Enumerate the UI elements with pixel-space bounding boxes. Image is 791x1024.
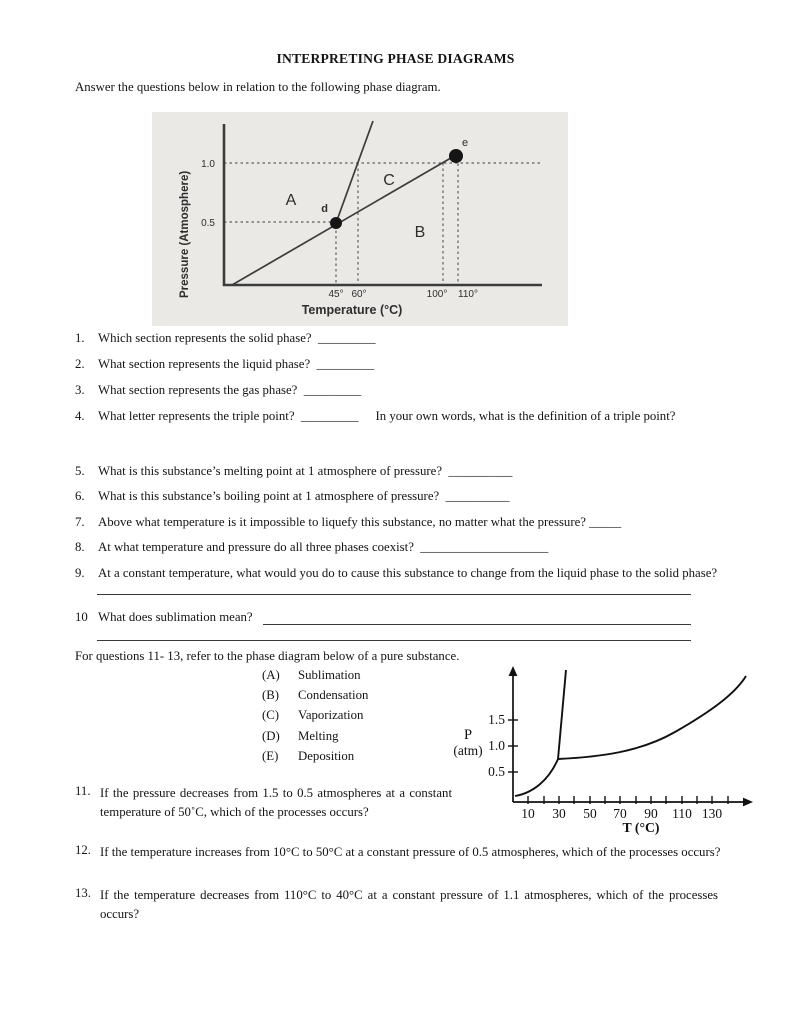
option-label: Deposition [298, 749, 355, 763]
answer-line [263, 610, 691, 625]
xtick-45: 45° [328, 289, 344, 300]
question-11 [75, 784, 452, 822]
answer-line [97, 594, 691, 595]
question-4 [75, 409, 675, 424]
point-e-label: e [461, 137, 469, 149]
question-text: What letter represents the triple point? _________ [98, 409, 359, 423]
question-13 [75, 886, 718, 924]
xtick-10: 10 [521, 806, 535, 821]
option-letter: (C) [262, 708, 280, 722]
question-6 [75, 489, 510, 504]
question-number: 7. [75, 515, 85, 529]
question-number: 3. [75, 383, 85, 397]
question-10 [75, 610, 691, 625]
intro-text: Answer the questions below in relation to the following phase diagram. [75, 80, 441, 94]
question-number: 10 [75, 610, 88, 624]
p-axis-label: P [463, 727, 473, 743]
question-9 [75, 566, 717, 581]
phase-diagram-2-svg [445, 662, 760, 837]
question-5 [75, 464, 512, 479]
point-d-label: d [321, 203, 328, 215]
question-number: 8. [75, 540, 85, 554]
question-number: 2. [75, 357, 85, 371]
question-text: Which section represents the solid phase? _________ [98, 331, 376, 345]
question-number: 11. [75, 784, 91, 798]
answer-line [97, 640, 691, 641]
phase-diagram-1 [152, 112, 568, 326]
question-text: At what temperature and pressure do all three phases coexist? ____________________ [98, 540, 549, 554]
ytick-1.5: 1.5 [488, 712, 505, 727]
y-axis-title: Pressure (Atmosphere) [179, 170, 191, 298]
page-title: INTERPRETING PHASE DIAGRAMS [276, 51, 515, 66]
option-e [262, 749, 354, 764]
question-text: What does sublimation mean? [98, 610, 256, 624]
xtick-100: 100° [426, 289, 448, 300]
x-axis-title: T (°C) [622, 820, 660, 835]
fusion-curve [558, 670, 566, 759]
xtick-60: 60° [351, 289, 367, 300]
vaporization-sublimation-line [232, 155, 456, 285]
option-b [262, 688, 368, 703]
vaporization-curve [558, 676, 746, 759]
phase-diagram-1-svg [152, 112, 568, 326]
option-label: Vaporization [298, 708, 364, 722]
sublimation-curve [515, 759, 558, 796]
ytick-0.5: 0.5 [201, 218, 215, 229]
question-text-extra: In your own words, what is the definition of a triple point? [375, 409, 676, 423]
question-text: If the temperature increases from 10°C to 50°C at a constant pressure of 0.5 atmospheres, which of the processes occurs? [100, 845, 721, 859]
question-number: 13. [75, 886, 91, 900]
question-3 [75, 383, 361, 398]
ytick-1.0: 1.0 [488, 738, 505, 753]
option-label: Sublimation [298, 668, 361, 682]
question-2 [75, 357, 374, 372]
region-b-label: B [414, 224, 426, 241]
option-label: Condensation [298, 688, 369, 702]
fusion-line [336, 121, 373, 223]
question-number: 1. [75, 331, 85, 345]
xtick-110: 110 [672, 806, 692, 821]
question-8 [75, 540, 548, 555]
x-axis-title: Temperature (°C) [301, 303, 403, 317]
question-text: What section represents the gas phase? _________ [98, 383, 362, 397]
option-d [262, 729, 339, 744]
xtick-110: 110° [458, 289, 478, 300]
option-letter: (B) [262, 688, 280, 702]
ytick-0.5: 0.5 [488, 764, 505, 779]
xtick-30: 30 [552, 806, 566, 821]
ytick-1.0: 1.0 [201, 159, 215, 170]
dashed-guides [224, 158, 540, 284]
phase-diagram-2 [445, 662, 760, 837]
region-a-label: A [285, 192, 297, 209]
xtick-130: 130 [701, 806, 723, 821]
axes [509, 666, 753, 806]
option-letter: (E) [262, 749, 279, 763]
question-12 [75, 843, 720, 862]
xtick-70: 70 [613, 806, 627, 821]
option-letter: (A) [262, 668, 280, 682]
question-1 [75, 331, 376, 346]
point-e-dot [449, 149, 463, 163]
xtick-50: 50 [583, 806, 597, 821]
option-a [262, 668, 361, 683]
question-number: 4. [75, 409, 85, 423]
option-label: Melting [298, 729, 339, 743]
option-c [262, 708, 363, 723]
question-text: What is this substance’s boiling point at 1 atmosphere of pressure? __________ [98, 489, 510, 503]
question-text: If the pressure decreases from 1.5 to 0.5 atmospheres at a constant temperature of 50˚C, which of the processes occurs? [100, 786, 452, 819]
question-number: 6. [75, 489, 85, 503]
xtick-90: 90 [644, 806, 658, 821]
question-text: At a constant temperature, what would you do to cause this substance to change from the liquid phase to the solid phase? [98, 566, 718, 580]
question-7 [75, 515, 621, 530]
question-text: If the temperature decreases from 110°C to 40°C at a constant pressure of 1.1 atmospheres, which of the processes occurs? [100, 888, 718, 921]
question-text: What is this substance’s melting point at 1 atmosphere of pressure? __________ [98, 464, 513, 478]
question-text: What section represents the liquid phase? _________ [98, 357, 375, 371]
question-number: 12. [75, 843, 91, 857]
point-d-dot [330, 217, 342, 229]
question-number: 9. [75, 566, 85, 580]
question-number: 5. [75, 464, 85, 478]
question-text: Above what temperature is it impossible to liquefy this substance, no matter what the pressure? _____ [98, 515, 622, 529]
region-c-label: C [383, 172, 395, 189]
section2-intro: For questions 11- 13, refer to the phase diagram below of a pure substance. [75, 649, 460, 663]
atm-axis-label: (atm) [453, 743, 483, 758]
option-letter: (D) [262, 729, 280, 743]
